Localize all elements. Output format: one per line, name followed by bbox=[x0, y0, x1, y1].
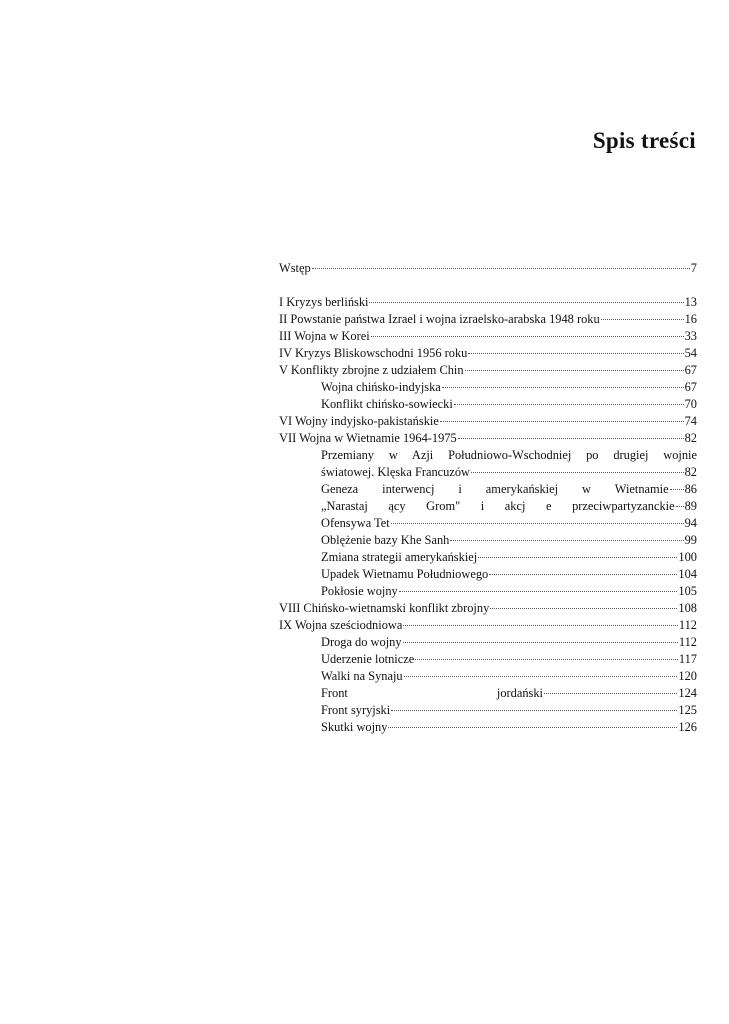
toc-entry-wstep bbox=[279, 260, 697, 277]
toc-entry-page: 67 bbox=[684, 380, 697, 394]
dot-leader bbox=[489, 574, 677, 575]
toc-entry-page: 54 bbox=[684, 346, 697, 360]
toc-subentry bbox=[279, 549, 697, 566]
toc-entry-page: 16 bbox=[684, 312, 697, 326]
toc-entry-title: III Wojna w Korei bbox=[279, 329, 370, 343]
toc-subentry bbox=[279, 379, 697, 396]
toc-entry-page: 70 bbox=[684, 397, 697, 411]
dot-leader bbox=[369, 302, 683, 303]
dot-leader bbox=[468, 353, 683, 354]
toc-subentry bbox=[279, 396, 697, 413]
dot-leader bbox=[415, 659, 678, 660]
toc-entry-page: 120 bbox=[678, 669, 697, 683]
toc-subentry bbox=[279, 685, 697, 702]
toc-entry bbox=[279, 617, 697, 634]
toc-entry-title: Wojna chińsko-indyjska bbox=[321, 380, 441, 394]
toc-entry-page: 105 bbox=[678, 584, 697, 598]
toc-entry bbox=[279, 430, 697, 447]
toc-entry-page: 100 bbox=[678, 550, 697, 564]
toc-entry-title: VI Wojny indyjsko-pakistańskie bbox=[279, 414, 439, 428]
toc-entry-page: 7 bbox=[690, 261, 697, 275]
toc-entry-page: 82 bbox=[684, 465, 697, 479]
toc-entry-title: Upadek Wietnamu Południowego bbox=[321, 567, 489, 581]
toc-entry-page: 108 bbox=[678, 601, 697, 615]
toc-entry-page: 125 bbox=[678, 703, 697, 717]
toc-entry-title: Konflikt chińsko-sowiecki bbox=[321, 397, 453, 411]
toc-entry-page: 117 bbox=[678, 652, 697, 666]
dot-leader bbox=[399, 591, 678, 592]
toc-entry-page: 99 bbox=[684, 533, 697, 547]
dot-leader bbox=[490, 608, 677, 609]
toc-subentry bbox=[279, 464, 697, 481]
toc-entry-title: I Kryzys berliński bbox=[279, 295, 369, 309]
toc-entry-title: VIII Chińsko-wietnamski konflikt zbrojny bbox=[279, 601, 490, 615]
toc-entry-title: Walki na Synaju bbox=[321, 669, 403, 683]
toc-entry bbox=[279, 413, 697, 430]
dot-leader bbox=[440, 421, 684, 422]
toc-subentry bbox=[279, 634, 697, 651]
toc-entry bbox=[279, 294, 697, 311]
toc-entry-title: IX Wojna sześciodniowa bbox=[279, 618, 403, 632]
toc-entry bbox=[279, 362, 697, 379]
toc-entry-title: Oblężenie bazy Khe Sanh bbox=[321, 533, 450, 547]
toc-entry bbox=[279, 328, 697, 345]
toc-entry bbox=[279, 311, 697, 328]
toc-entry-page: 74 bbox=[684, 414, 697, 428]
toc-entry-title: VII Wojna w Wietnamie 1964-1975 bbox=[279, 431, 457, 445]
dot-leader bbox=[676, 506, 684, 507]
toc-entry-title: II Powstanie państwa Izrael i wojna izraelsko-arabska 1948 roku bbox=[279, 312, 600, 326]
toc-entry-page: 112 bbox=[678, 635, 697, 649]
dot-leader bbox=[404, 676, 678, 677]
toc-entry-page: 104 bbox=[678, 567, 697, 581]
dot-leader bbox=[388, 727, 677, 728]
toc-entry-title: Przemiany w Azji Południowo-Wschodniej po drugiej wojnie bbox=[321, 448, 697, 462]
toc-entry-page: 13 bbox=[684, 295, 697, 309]
toc-subentry bbox=[279, 719, 697, 736]
page-title: Spis treści bbox=[592, 128, 696, 153]
toc-subentry bbox=[279, 447, 697, 464]
toc-entry-page: 89 bbox=[684, 499, 697, 513]
toc-entry-title: Ofensywa Tet bbox=[321, 516, 390, 530]
toc-subentry bbox=[279, 515, 697, 532]
dot-leader bbox=[544, 693, 677, 694]
dot-leader bbox=[442, 387, 684, 388]
toc-entry-page: 33 bbox=[684, 329, 697, 343]
dot-leader bbox=[670, 489, 684, 490]
dot-leader bbox=[391, 710, 677, 711]
dot-leader bbox=[312, 268, 690, 269]
toc-subentry bbox=[279, 668, 697, 685]
toc-entry-title: IV Kryzys Bliskowschodni 1956 roku bbox=[279, 346, 468, 360]
toc-entry-title: Pokłosie wojny bbox=[321, 584, 398, 598]
toc-entry-page: 86 bbox=[684, 482, 697, 496]
toc-subentry bbox=[279, 532, 697, 549]
toc-entry-title: V Konflikty zbrojne z udziałem Chin bbox=[279, 363, 464, 377]
toc-entry-page: 126 bbox=[678, 720, 697, 734]
dot-leader bbox=[450, 540, 683, 541]
toc-entry-title: Front syryjski bbox=[321, 703, 391, 717]
toc-entry-page: 82 bbox=[684, 431, 697, 445]
toc-entry-title: Zmiana strategii amerykańskiej bbox=[321, 550, 478, 564]
toc-subentry bbox=[279, 498, 697, 515]
toc-subentry bbox=[279, 566, 697, 583]
toc-entry-title: Wstęp bbox=[279, 261, 311, 275]
dot-leader bbox=[465, 370, 684, 371]
toc-subentry bbox=[279, 481, 697, 498]
toc-entry-title: Skutki wojny bbox=[321, 720, 388, 734]
dot-leader bbox=[458, 438, 684, 439]
dot-leader bbox=[454, 404, 684, 405]
toc-subentry bbox=[279, 583, 697, 600]
toc-entry-title: Geneza interwencj i amerykańskiej w Wietnamie bbox=[321, 482, 669, 496]
toc-entry-title: Uderzenie lotnicze bbox=[321, 652, 415, 666]
dot-leader bbox=[391, 523, 684, 524]
toc-entry-title: światowej. Klęska Francuzów bbox=[321, 465, 470, 479]
toc-entry-title: Droga do wojny bbox=[321, 635, 402, 649]
toc-entry-page: 94 bbox=[684, 516, 697, 530]
table-of-contents bbox=[279, 260, 697, 736]
toc-subentry bbox=[279, 651, 697, 668]
dot-leader bbox=[601, 319, 684, 320]
dot-leader bbox=[403, 642, 678, 643]
toc-entry-page: 124 bbox=[678, 686, 697, 700]
toc-entry bbox=[279, 345, 697, 362]
toc-entry bbox=[279, 600, 697, 617]
dot-leader bbox=[403, 625, 678, 626]
toc-entry-page: 67 bbox=[684, 363, 697, 377]
dot-leader bbox=[371, 336, 684, 337]
toc-entry-page: 112 bbox=[678, 618, 697, 632]
dot-leader bbox=[478, 557, 677, 558]
toc-entry-title: „Narastaj ący Grom" i akcj e przeciwpartyzanckie bbox=[321, 499, 675, 513]
toc-subentry bbox=[279, 702, 697, 719]
toc-entry-title: Front jordański bbox=[321, 686, 543, 700]
dot-leader bbox=[471, 472, 684, 473]
